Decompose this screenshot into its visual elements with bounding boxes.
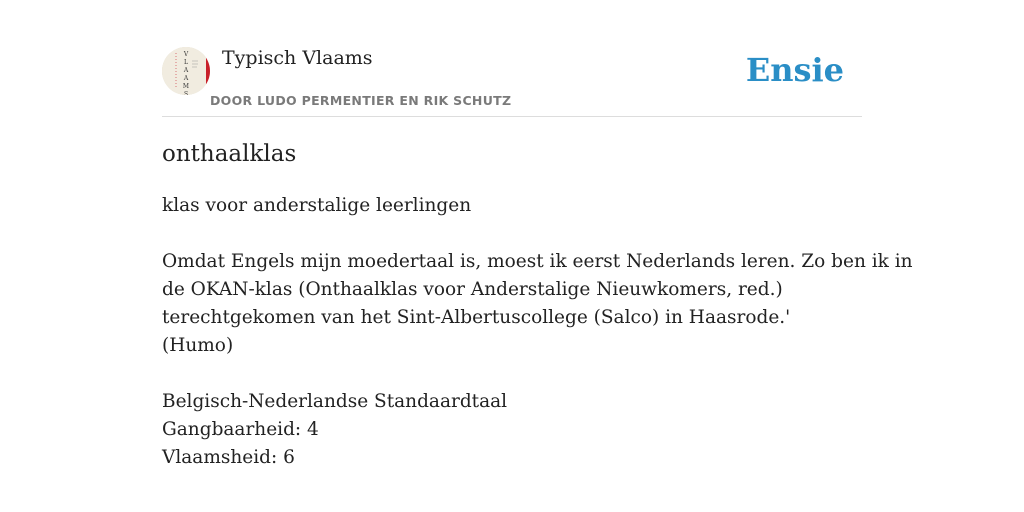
page-container — [162, 44, 913, 468]
avatar[interactable] — [162, 47, 210, 95]
svg-text:S: S — [183, 91, 189, 95]
svg-text:L: L — [184, 59, 188, 66]
brand-logo-link[interactable]: Ensie — [745, 51, 844, 89]
vlaams-logo-icon — [162, 47, 210, 95]
svg-text:M: M — [182, 83, 190, 90]
definition-text: klas voor anderstalige leerlingen — [162, 195, 472, 216]
quote-line: Omdat Engels mijn moedertaal is, moest ik eerst Nederlands leren. Zo ben ik in — [162, 251, 913, 272]
svg-text:A: A — [183, 67, 189, 74]
language-label: Belgisch-Nederlandse Standaardtaal — [162, 391, 508, 412]
entry-body — [162, 192, 913, 472]
vlaamsheid-label: Vlaamsheid: 6 — [162, 447, 295, 468]
spacer — [162, 360, 862, 388]
gangbaarheid-label: Gangbaarheid: 4 — [162, 419, 319, 440]
spacer — [162, 220, 862, 248]
svg-text:V: V — [183, 51, 189, 58]
entry-title: onthaalklas — [162, 141, 297, 167]
blog-title-link[interactable]: Typisch Vlaams — [222, 47, 373, 69]
byline: DOOR LUDO PERMENTIER EN RIK SCHUTZ — [210, 93, 512, 108]
quote-line: de OKAN-klas (Onthaalklas voor Anderstalige Nieuwkomers, red.) — [162, 279, 783, 300]
header — [162, 44, 862, 117]
svg-text:A: A — [183, 75, 189, 82]
quote-line: terechtgekomen van het Sint-Albertuscollege (Salco) in Haasrode.' — [162, 307, 791, 328]
quote-source: (Humo) — [162, 335, 234, 356]
